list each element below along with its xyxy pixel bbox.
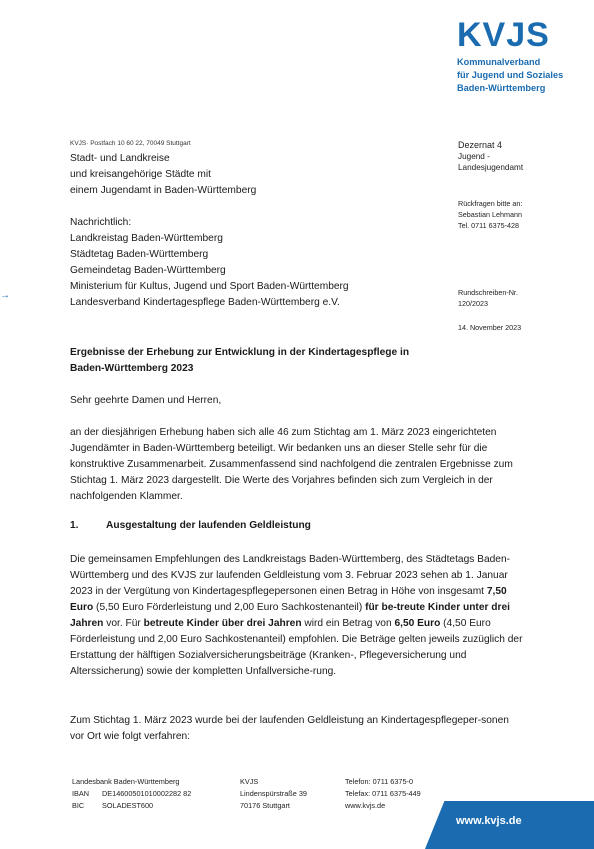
intro-paragraph: an der diesjährigen Erhebung haben sich alle 46 zum Stichtag am 1. März 2023 eingerichteten Jugendämter in Baden-Württemberg beteiligt. Wir bedanken uns an dieser Stelle sehr für die konstruktive Zusammenarbeit. Zusammenfassend sind nachfolgend die zentralen Ergebnisse zum Stichtag 1. März 2023 dargestellt. Die Werte des Vorjahres befinden sich zum Vergleich in der nachfolgenden Klammer. xyxy=(70,427,513,502)
department-sub: Landesjugendamt xyxy=(458,163,524,172)
bank-name: Landesbank Baden-Württemberg xyxy=(72,777,180,786)
recipient-line: einem Jugendamt in Baden-Württemberg xyxy=(70,185,257,196)
footer-contact xyxy=(345,776,421,812)
contact-phone: Tel. 0711 6375-428 xyxy=(458,221,520,230)
cc-item: Ministerium für Kultus, Jugend und Sport Baden-Württemberg xyxy=(70,281,349,292)
bold-amount: 7,50 Euro xyxy=(70,586,507,613)
section-title: Ausgestaltung der laufenden Geldleistung xyxy=(106,520,311,531)
footer-fax: Telefax: 0711 6375-449 xyxy=(345,789,421,798)
bold-amount: 6,50 Euro xyxy=(394,618,441,629)
section-number: 1. xyxy=(70,520,79,531)
cc-item: Gemeindetag Baden-Württemberg xyxy=(70,265,226,276)
bic-row xyxy=(72,800,191,812)
footer-org: KVJS xyxy=(240,777,259,786)
sender-line: KVJS· Postfach 10 60 22, 70049 Stuttgart xyxy=(70,140,191,147)
footer-street: Lindenspürstraße 39 xyxy=(240,789,307,798)
paragraph-geldleistung xyxy=(70,552,525,680)
fold-mark-arrow: → xyxy=(0,290,10,301)
logo-line-3: Baden-Württemberg xyxy=(457,83,546,93)
bold-phrase: betreute Kinder über drei Jahren xyxy=(143,618,302,629)
recipient-line: und kreisangehörige Städte mit xyxy=(70,169,212,180)
iban-row xyxy=(72,788,191,800)
footer-phone: Telefon: 0711 6375-0 xyxy=(345,777,414,786)
cc-item: Städtetag Baden-Württemberg xyxy=(70,249,209,260)
subject xyxy=(70,345,470,377)
logo-line-2: für Jugend und Soziales xyxy=(457,70,564,80)
contact-block xyxy=(458,198,522,231)
logo-line-1: Kommunalverband xyxy=(457,57,541,67)
text-run: vor. Für xyxy=(103,618,144,629)
iban-value: DE14600501010002282 82 xyxy=(102,789,192,798)
footer-web: www.kvjs.de xyxy=(345,801,386,810)
circular-label: Rundschreiben-Nr. xyxy=(458,288,518,297)
department: Dezernat 4 xyxy=(458,140,503,150)
salutation: Sehr geehrte Damen und Herren, xyxy=(70,395,222,406)
paragraph-stichtag: Zum Stichtag 1. März 2023 wurde bei der laufenden Geldleistung an Kindertagespflegeper-sonen vor Ort wie folgt verfahren: xyxy=(70,715,509,742)
footer-address xyxy=(240,776,307,812)
kvjs-logo: KVJS xyxy=(457,16,550,54)
web-link[interactable]: www.kvjs.de xyxy=(456,815,522,827)
bic-value: SOLADEST600 xyxy=(102,801,154,810)
text-run: Die gemeinsamen Empfehlungen des Landkreistags Baden-Württemberg, des Städtetags Baden-Württemberg und des KVJS zur laufenden Geldleistung vom 3. Februar 2023 sehen ab 1. Januar 2023 in der Vergütung von Kindertagespflegepersonen einen Betrag in Höhe von insgesamt xyxy=(70,554,511,597)
contact-name: Sebastian Lehmann xyxy=(458,210,522,219)
department-sub: Jugend - xyxy=(458,152,490,161)
bic-label: BIC xyxy=(72,801,85,810)
contact-label: Rückfragen bitte an: xyxy=(458,199,523,208)
letter-date: 14. November 2023 xyxy=(458,323,522,332)
cc-item: Landkreistag Baden-Württemberg xyxy=(70,233,223,244)
text-run: (4,50 Euro Förderleistung und 2,00 Euro Sachkostenanteil) empfohlen. Die Beträge gelten jeweils zuzüglich der Erstattung der hälftigen Sozialversicherungsbeiträge (Kranken-, Pflegeversicherung und Alterssicherung) sowie der kompletten Unfallversiche-rung. xyxy=(70,618,523,677)
subject-line: Baden-Württemberg 2023 xyxy=(70,363,194,374)
circular-block xyxy=(458,287,518,309)
bold-phrase: für be-treute Kinder unter drei Jahren xyxy=(70,602,510,629)
department-block xyxy=(458,140,523,173)
cc-item: Landesverband Kindertagespflege Baden-Württemberg e.V. xyxy=(70,297,340,308)
footer-city: 70176 Stuttgart xyxy=(240,801,290,810)
text-run: (5,50 Euro Förderleistung und 2,00 Euro Sachkostenanteil) xyxy=(93,602,366,613)
footer-bank xyxy=(72,776,191,812)
recipient-line: Stadt- und Landkreise xyxy=(70,153,170,164)
recipient-block xyxy=(70,151,256,199)
circular-number: 120/2023 xyxy=(458,299,488,308)
subject-line: Ergebnisse der Erhebung zur Entwicklung in der Kindertagespflege in xyxy=(70,347,410,358)
text-run: wird ein Betrag von xyxy=(301,618,395,629)
iban-label: IBAN xyxy=(72,789,90,798)
cc-block xyxy=(70,215,349,311)
cc-label: Nachrichtlich: xyxy=(70,217,132,228)
